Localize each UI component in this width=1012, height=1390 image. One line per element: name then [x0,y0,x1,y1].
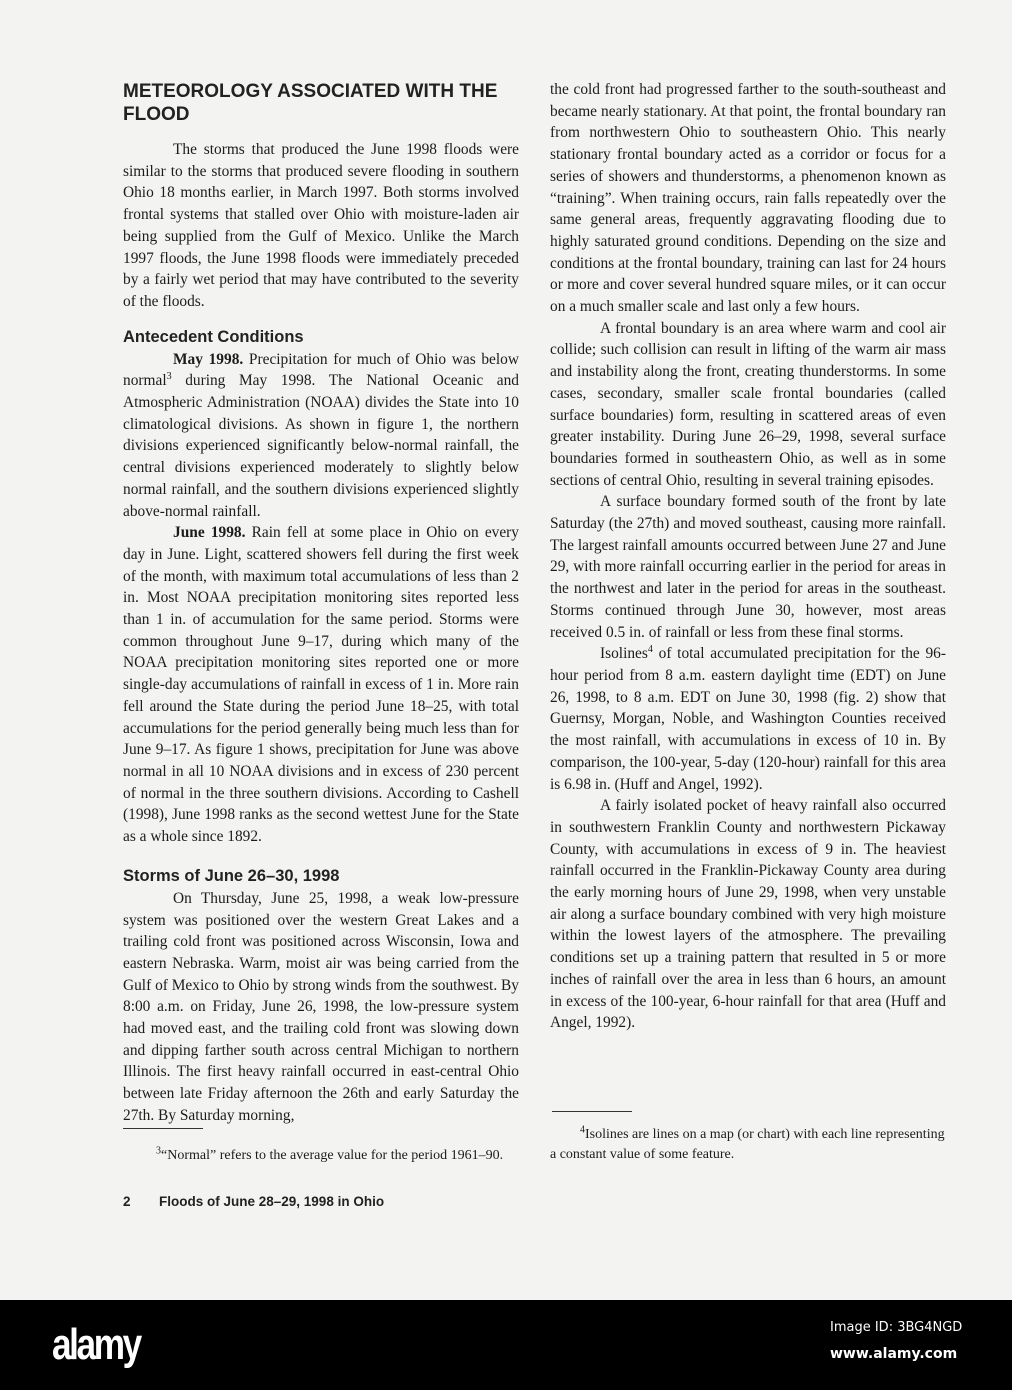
running-title: Floods of June 28–29, 1998 in Ohio [159,1194,385,1209]
page-footer [123,1194,384,1209]
right-paragraph-5: A fairly isolated pocket of heavy rainfall also occurred in southwestern Franklin County and northwestern Pickaway County, with accumulations in excess of 9 in. The heaviest rainfall occurred in the Franklin-Pickaway County area during the early morning hours of June 29, 1998, when very unstable air along a surface boundary combined with very high moisture within the lowest layers of the atmosphere. The prevailing conditions set up a training pattern that resulted in 5 or more inches of rainfall over the area in less than 6 hours, an amount in excess of the 100-year, 6-hour rainfall for that area (Huff and Angel, 1992). [550,797,946,1032]
isolines-text: of total accumulated precipitation for the 96-hour period from 8 a.m. eastern daylight time (EDT) on June 26, 1998, to 8 a.m. EDT on June 30, 1998 (fig. 2) show that Guernsy, Morgan, Noble, and Washington Counties received the most rainfall, with accumulations in excess of 10 in. By comparison, the 100-year, 5-day (120-hour) rainfall for this area is 6.98 in. (Huff and Angel, 1992). [550,645,946,793]
left-column [123,80,519,1127]
footnote-3 [123,1146,519,1166]
intro-paragraph: The storms that produced the June 1998 floods were similar to the storms that produced severe flooding in southern Ohio 18 months earlier, in March 1997. Both storms involved frontal systems that stalled over Ohio with moisture-laden air being supplied from the Gulf of Mexico. Unlike the March 1997 floods, the June 1998 floods were immediately preceded by a fairly wet period that may have contributed to the severity of the floods. [123,141,519,310]
footnote-3-mark: 3 [156,1145,161,1157]
right-paragraph-2: A frontal boundary is an area where warm and cool air collide; such collision can result in lifting of the warm air mass and instability along the front, creating thunderstorms. In some cases, secondary, smaller scale frontal boundaries (called surface boundaries) form, resulting in scattered areas of even greater instability. During June 26–29, 1998, several surface boundaries formed in southeastern Ohio, as well as in some sections of central Ohio, resulting in several training episodes. [550,319,946,489]
antecedent-heading: Antecedent Conditions [123,327,304,346]
section-title: METEOROLOGY ASSOCIATED WITH THE FLOOD [123,81,498,125]
image-id: Image ID: 3BG4NGD [830,1320,963,1335]
footnote-rule-right [552,1111,632,1112]
may-text-b: during May 1998. The National Oceanic and Atmospheric Administration (NOAA) divides the State into 10 climatological divisions. As shown in figure 1, the northern divisions experienced significantly below-normal rainfall, the central divisions experienced moderately to slightly below normal rainfall, and the southern divisions experienced slightly above-normal rainfall. [123,372,519,520]
isolines-word: Isolines [600,645,648,663]
watermark-bar [0,1300,1012,1390]
storms-paragraph: On Thursday, June 25, 1998, a weak low-pressure system was positioned over the western Great Lakes and a trailing cold front was positioned across Wisconsin, Iowa and eastern Nebraska. Warm, moist air was being carried from the Gulf of Mexico to Ohio by strong winds from the southwest. By 8:00 a.m. on Friday, June 26, 1998, the low-pressure system had moved east, and the trailing cold front was slowing down and dipping farther south across central Michigan to northern Illinois. The first heavy rainfall occurred in east-central Ohio between late Friday afternoon the 26th and early Saturday the 27th. By Saturday morning, [123,889,519,1124]
june-paragraph [123,522,519,848]
june-text: Rain fell at some place in Ohio on every day in June. Light, scattered showers fell during the first week of the month, with maximum total accumulations of less than 2 in. Most NOAA precipitation monitoring sites reported less than 1 in. of accumulation for the same period. Storms were common throughout June 9–17, during which many of the NOAA precipitation monitoring sites reported one or more single-day accumulations of rainfall in excess of 1 in. More rain fell around the State during the period June 18–25, with total accumulations for the period generally being much less than for June 9–17. As figure 1 shows, precipitation for June was above normal in all 10 NOAA divisions and in excess of 230 percent of normal in the three southern divisions. According to Cashell (1998), June 1998 ranks as the second wettest June for the State as a whole since 1892. [123,524,519,846]
footnote-4 [550,1125,946,1165]
right-column [550,79,946,1034]
footnote-4-mark: 4 [580,1124,585,1136]
may-lead: May 1998. [173,350,244,368]
may-text-a: Precipitation for much of Ohio was below normal [123,350,519,390]
footnote-rule-left [123,1128,203,1129]
footnote-ref-4: 4 [647,644,653,656]
june-lead: June 1998. [173,524,246,542]
page-number: 2 [123,1194,131,1209]
right-paragraph-4 [550,643,946,795]
footnote-ref-3: 3 [166,371,172,383]
footnote-4-text: Isolines are lines on a map (or chart) with each line representing a constant value of some feature. [550,1127,945,1162]
may-paragraph [123,349,519,523]
right-paragraph-3: A surface boundary formed south of the front by late Saturday (the 27th) and moved southeast, causing more rainfall. The largest rainfall amounts occurred between June 27 and June 29, with more rainfall occurring earlier in the period for areas in the northwest and later in the period for areas in the southeast. Storms continued through June 30, however, most areas received 0.5 in. of rainfall or less from these final storms. [550,493,946,641]
right-paragraph-1: the cold front had progressed farther to the south-southeast and became nearly stationary. At that point, the frontal boundary ran from northwestern Ohio to southeastern Ohio. This nearly stationary frontal boundary acted as a corridor or focus for a series of showers and thunderstorms, a phenomenon known as “training”. When training occurs, rain falls repeatedly over the same general areas, frequently aggravating flooding due to highly saturated ground conditions. Depending on the size and conditions at the frontal boundary, training can last for 24 hours or more and cover several hundred square miles, or it can occur on a much smaller scale and last only a few hours. [550,81,946,316]
storms-heading: Storms of June 26–30, 1998 [123,866,340,885]
alamy-logo: alamy [52,1320,140,1369]
watermark-url: www.alamy.com [830,1346,958,1362]
footnote-3-text: “Normal” refers to the average value for the period 1961–90. [161,1148,504,1163]
